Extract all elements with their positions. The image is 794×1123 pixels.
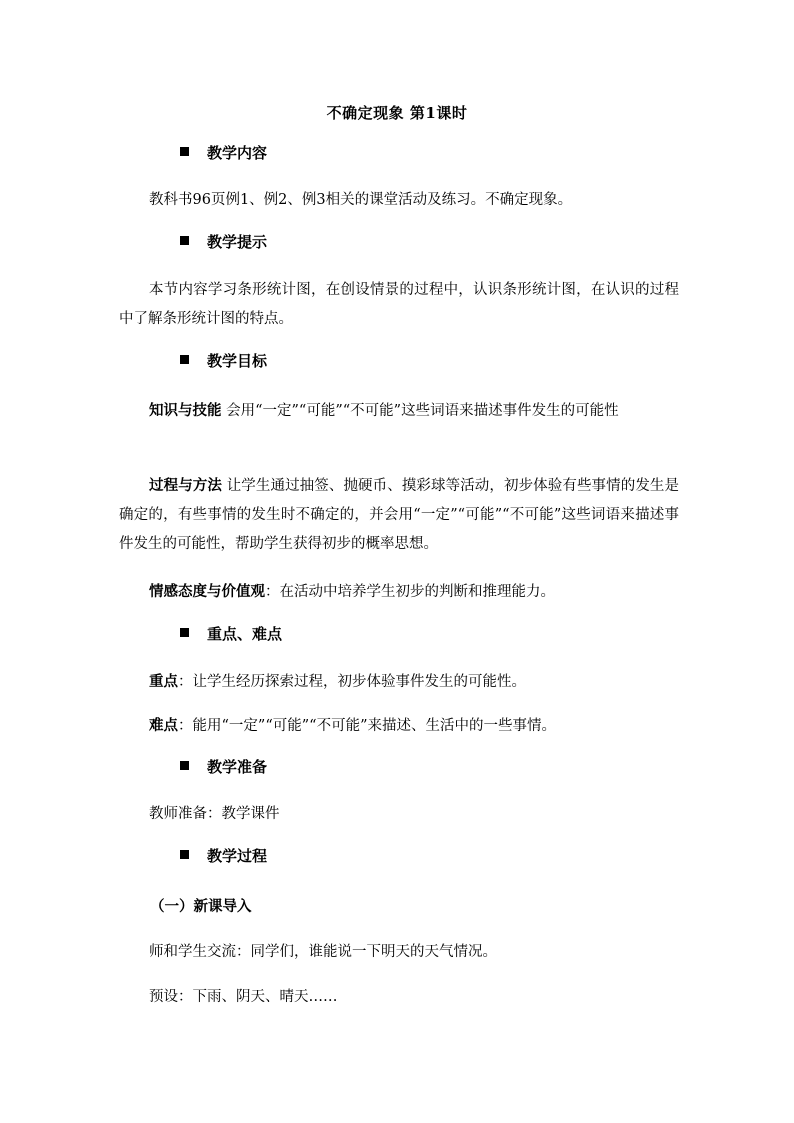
section-heading-content: 教学内容 [180, 142, 267, 163]
process-text: 让学生通过抽签、抛硬币、摸彩球等活动，初步体验有些事情的发生是确定的，有些事情的发生时不确定的，并会用“一定”“可能”“不可能”这些词语来描述事件发生的可能性，帮助学生获得初步的概率思想。 [119, 478, 680, 552]
knowledge-skills-paragraph [119, 396, 679, 426]
difficult-point-label: 难点 [149, 717, 178, 734]
square-bullet-icon [180, 147, 189, 156]
process-line-preset: 预设：下雨、阴天、晴天…… [149, 989, 338, 1005]
process-subheading: （一）新课导入 [150, 898, 252, 915]
square-bullet-icon [180, 761, 189, 770]
difficult-point-paragraph [119, 711, 679, 741]
hint-paragraph: 本节内容学习条形统计图，在创设情景的过程中，认识条形统计图，在认识的过程中了解条形统计图的特点。 [119, 282, 679, 327]
section-heading-key-points: 重点、难点 [180, 623, 282, 644]
square-bullet-icon [180, 355, 189, 364]
process-label: 过程与方法 [149, 477, 222, 494]
key-point-label: 重点 [149, 673, 178, 690]
square-bullet-icon [180, 850, 189, 859]
attitude-values-paragraph [119, 577, 679, 607]
square-bullet-icon [180, 236, 189, 245]
key-point-paragraph [119, 667, 679, 697]
section-heading-preparation: 教学准备 [180, 756, 267, 777]
key-point-text: ：让学生经历探索过程，初步体验事件发生的可能性。 [178, 674, 526, 690]
attitude-text: ：在活动中培养学生初步的判断和推理能力。 [265, 584, 555, 600]
knowledge-label: 知识与技能 [149, 402, 222, 419]
square-bullet-icon [180, 628, 189, 637]
process-methods-paragraph [119, 471, 679, 559]
knowledge-text: 会用“一定”“可能”“不可能”这些词语来描述事件发生的可能性 [221, 403, 619, 419]
attitude-label: 情感态度与价值观 [149, 583, 265, 600]
section-heading-hint: 教学提示 [180, 231, 267, 252]
content-paragraph: 教科书96页例1、例2、例3相关的课堂活动及练习。不确定现象。 [149, 192, 573, 208]
process-line-dialogue: 师和学生交流：同学们，谁能说一下明天的天气情况。 [149, 944, 497, 960]
difficult-point-text: ：能用“一定”“可能”“不可能”来描述、生活中的一些事情。 [178, 718, 556, 734]
section-heading-process: 教学过程 [180, 845, 267, 866]
page-title: 不确定现象 第1课时 [326, 104, 468, 122]
section-heading-goals: 教学目标 [180, 350, 267, 371]
preparation-paragraph: 教师准备：教学课件 [149, 806, 280, 822]
